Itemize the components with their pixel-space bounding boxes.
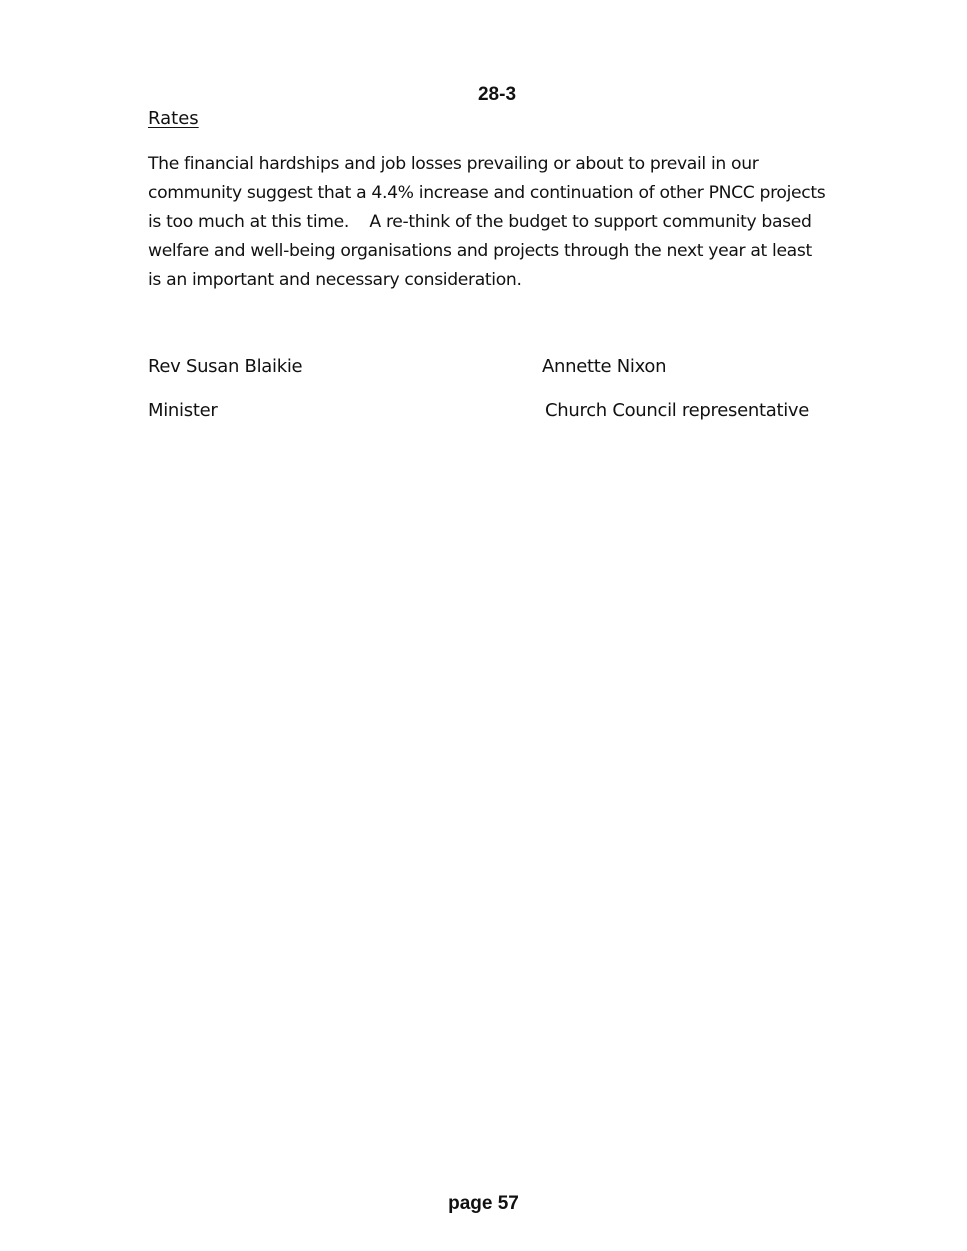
signatory-name: Rev Susan Blaikie: [148, 356, 303, 377]
signatory-title: Minister: [148, 400, 218, 421]
signatory-title: Church Council representative: [545, 400, 810, 421]
document-number: 28-3: [477, 84, 517, 105]
page-number: page 57: [448, 1193, 519, 1214]
submission-body: The financial hardships and job losses prevailing or about to prevail in our community suggest that a 4.4% increase and continuation of other PNCC projects is too much at this time. A re-think of the budget to support community based welfare and well-being organisations and projects through the next year at least is an important and necessary consideration.: [148, 154, 831, 290]
signatory-name: Annette Nixon: [542, 356, 667, 377]
section-heading: Rates: [148, 108, 199, 129]
